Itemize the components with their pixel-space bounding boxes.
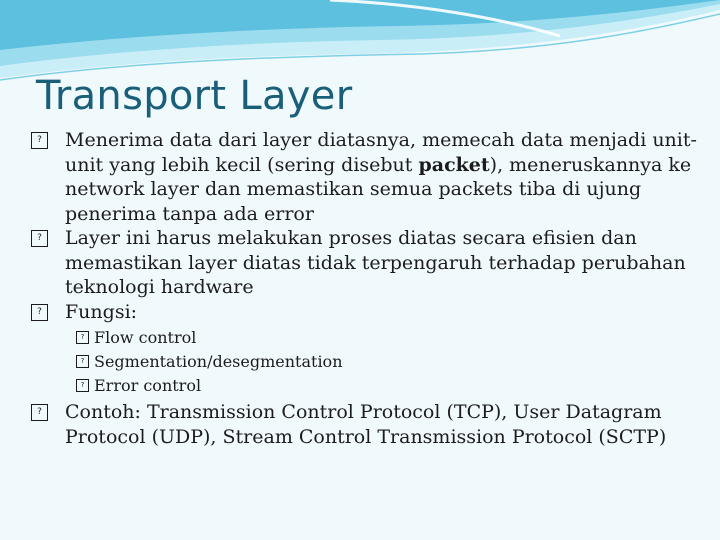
sub-bullet-item xyxy=(31,350,711,374)
slide-title: Transport Layer xyxy=(36,73,353,119)
bullet-marker-icon: ? xyxy=(31,304,48,321)
bullet-text: Menerima data dari layer diatasnya, memecah data menjadi unit-unit yang lebih kecil (sering disebut packet), meneruskannya ke network layer dan memastikan semua packets tiba di ujung penerima tanpa ada error xyxy=(65,129,697,225)
sub-bullet-item xyxy=(31,326,711,350)
sub-bullet-text: Segmentation/desegmentation xyxy=(94,352,343,371)
bullet-text: Fungsi: xyxy=(65,300,138,323)
sub-bullet-marker-icon: ? xyxy=(76,379,89,392)
bullet-text: Layer ini harus melakukan proses diatas secara efisien dan memastikan layer diatas tidak terpengaruh terhadap perubahan teknologi hardware xyxy=(65,227,686,298)
sub-bullet-marker-icon: ? xyxy=(76,355,89,368)
bullet-marker-icon: ? xyxy=(31,404,48,421)
slide-content xyxy=(31,128,711,449)
sub-bullet-text: Error control xyxy=(94,376,202,395)
sub-bullet-marker-icon: ? xyxy=(76,331,89,344)
bullet-text: Contoh: Transmission Control Protocol (TCP), User Datagram Protocol (UDP), Stream Control Transmission Protocol (SCTP) xyxy=(65,401,667,448)
bullet-item xyxy=(31,128,711,226)
bullet-marker-icon: ? xyxy=(31,132,48,149)
bullet-emphasis: packet xyxy=(418,153,490,176)
bullet-marker-icon: ? xyxy=(31,230,48,247)
bullet-item xyxy=(31,400,711,449)
bullet-item xyxy=(31,226,711,300)
sub-bullet-list xyxy=(31,326,711,398)
bullet-item xyxy=(31,300,711,325)
sub-bullet-item xyxy=(31,374,711,398)
sub-bullet-text: Flow control xyxy=(94,328,197,347)
